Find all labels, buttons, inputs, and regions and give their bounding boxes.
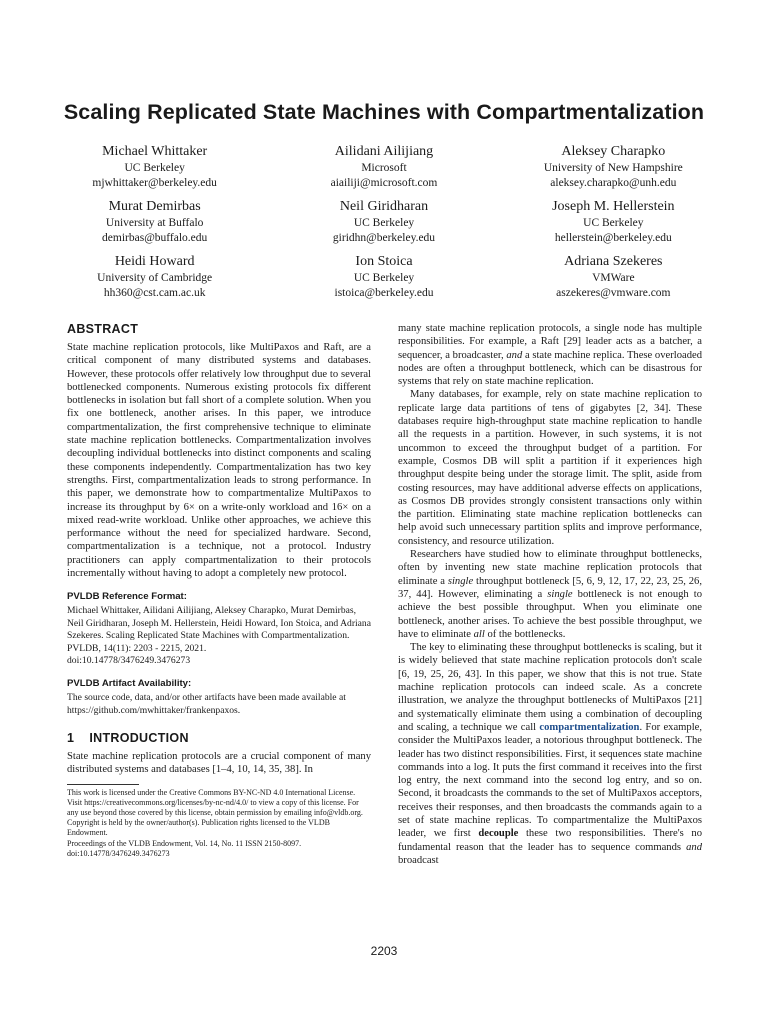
author-email: giridhn@berkeley.edu [332,232,436,244]
left-column [67,322,371,859]
author-affiliation: UC Berkeley [583,217,644,229]
bold-term: decouple [478,828,519,840]
author-name: Aleksey Charapko [561,144,666,159]
author-name: Ion Stoica [355,254,413,269]
author-email: aiailiji@microsoft.com [330,177,438,189]
author-name: Neil Giridharan [339,199,429,214]
author-affiliation: University of Cambridge [97,272,213,284]
highlighted-term: compartmentalization [539,721,640,733]
right-column [398,322,702,867]
artifact-availability [67,678,371,717]
footnote-rule [67,784,139,785]
introduction-heading: 1 INTRODUCTION [67,731,189,746]
emphasis: single [447,575,474,587]
body-paragraph-1 [398,322,702,388]
author-affiliation: UC Berkeley [353,272,415,284]
text-run: a state machine replica. These overloaded nodes are often a throughput bottleneck, which can be disastrous for systems that rely on state machine replication. [398,349,702,388]
text-run: broadcast [398,854,439,866]
author-affiliation: Microsoft [361,162,407,174]
author-block [269,199,498,246]
abstract-heading: ABSTRACT [67,322,139,336]
author-block [499,199,728,246]
author-name: Joseph M. Hellerstein [552,199,675,214]
reference-format [67,591,371,667]
footnote-doi: doi:10.14778/3476249.3476273 [67,848,170,858]
author-block [269,254,498,301]
abstract-text: State machine replication protocols, like MultiPaxos and Raft, are a critical component of many distributed systems and databases. However, these protocols offer relatively low throughput due to several bottlenecked components. Numerous existing protocols fix different bottlenecks in isolation but fall short of a complete solution. When you fix one bottleneck, another arises. In this paper, we introduce compartmentalization, the first comprehensive technique to eliminate state machine replication bottlenecks. Compartmentalization involves decoupling individual bottlenecks into distinct components and scaling these components independently. Compartmentalization has two key strengths. First, compartmentalization leads to strong performance. In this paper, we demonstrate how to compartmentalize MultiPaxos to increase its throughput by 6× on a write-only workload and 16× on a mixed read-write workload. Unlike other approaches, we achieve this performance without the need for specialized hardware. Second, compartmentalization is a technique, not a protocol. Industry practitioners can apply compartmentalization to their protocols incrementally without having to adopt a completely new protocol. [67,342,371,580]
license-footnote: This work is licensed under the Creative Commons BY-NC-ND 4.0 International License. Visit https://creativecommons.org/licenses/by-nc-nd/4.0/ to view a copy of this license. For any use beyond those covered by this license, obtain permission by emailing info@vldb.org. Copyright is held by the owner/author(s). Publication rights licensed to the VLDB Endowment. [67,787,363,837]
reference-doi: doi:10.14778/3476249.3476273 [67,654,191,666]
artifact-text: The source code, data, and/or other artifacts have been made available at https://github.com/mwhittaker/frankenpaxos. [67,692,346,716]
author-email: istoica@berkeley.edu [334,287,434,299]
text-run: throughput bottleneck [5, 6, 9, 12, 17, 22, 23, 25, 26, 37, 44]. However, eliminating a [398,575,702,600]
reference-heading: PVLDB Reference Format: [67,591,187,603]
author-affiliation: UC Berkeley [353,217,415,229]
emphasis: and [686,841,702,853]
text-run: bottleneck is not enough to achieve the best possible throughput. When you eliminate one bottleneck, another arises. To achieve the best possible throughput, we have to eliminate [398,588,702,640]
author-name: Michael Whittaker [102,144,208,159]
emphasis: all [473,628,485,640]
author-grid [40,144,728,301]
author-block [40,254,269,301]
paper-title: Scaling Replicated State Machines with Compartmentalization [63,100,705,124]
body-paragraph-4 [398,641,702,867]
text-run: The key to eliminating these throughput bottlenecks is scaling, but it is widely believed that state machine replication protocols don't scale [6, 19, 25, 26, 43]. In this paper, we show that this is not true. State machine replication protocols can indeed scale. As a concrete illustration, we analyze the throughput bottlenecks of MultiPaxos [21] and systematically eliminate them using a combination of decoupling and scaling, a technique we call [398,642,702,733]
text-run: . For example, consider the MultiPaxos leader, a notorious throughput bottleneck. The leader has two distinct responsibilities. First, it sequences state machine commands into a log. It puts the first command it receives into the first log entry, the next command into the second log entry, and so on. Second, it broadcasts the commands to the set of MultiPaxos acceptors, receives their responses, and then broadcasts the commands again to a set of state machine replicas. To compartmentalize the MultiPaxos leader, we first [398,721,702,840]
author-block [499,254,728,301]
author-affiliation: VMWare [592,272,635,284]
author-email: mjwhittaker@berkeley.edu [92,177,217,189]
author-affiliation: University of New Hampshire [543,162,683,174]
emphasis: and [506,349,523,361]
page-number: 2203 [370,944,398,958]
author-name: Adriana Szekeres [564,254,663,269]
author-affiliation: UC Berkeley [124,162,185,174]
reference-text: Michael Whittaker, Ailidani Ailijiang, Aleksey Charapko, Murat Demirbas, Neil Giridharan, Joseph M. Hellerstein, Heidi Howard, Ion Stoica, and Adriana Szekeres. Scaling Replicated State Machines with Compartmentalization. PVLDB, 14(11): 2203 - 2215, 2021. [67,605,371,654]
author-block [499,144,728,191]
author-block [40,144,269,191]
text-run: these two responsibilities. There's no fundamental reason that the leader has to sequence commands [398,828,702,853]
artifact-heading: PVLDB Artifact Availability: [67,678,192,690]
author-name: Murat Demirbas [108,199,201,214]
introduction-text: State machine replication protocols are a crucial component of many distributed systems and databases [1–4, 10, 14, 35, 38]. In [67,751,371,776]
author-email: aleksey.charapko@unh.edu [550,177,677,189]
author-email: hh360@cst.cam.ac.uk [103,287,206,299]
author-name: Ailidani Ailijiang [334,144,434,159]
body-paragraph-3 [398,548,702,641]
body-paragraph-2: Many databases, for example, rely on state machine replication to replicate large data partitions of tens of gigabytes [2, 34]. These databases require high-throughput state machine replication to handle all the requests in a partition. However, in such systems, it is not uncommon to exceed the throughput budget of a partition. For example, Cosmos DB will split a partition if it experiences high throughput despite being under the storage limit. The split, aside from costing resources, may have additional adverse effects on applications, as Cosmos DB provides strongly consistent transactions only within the partition. Eliminating state machine replication bottlenecks can help avoid such unnecessary partition splits and improve performance, consistency, and resource utilization. [398,389,702,547]
emphasis: single [547,588,573,600]
author-block [40,199,269,246]
author-email: demirbas@buffalo.edu [102,232,208,244]
author-email: aszekeres@vmware.com [556,287,671,299]
author-name: Heidi Howard [114,254,195,269]
author-affiliation: University at Buffalo [105,217,204,229]
text-run: Researchers have studied how to eliminate throughput bottlenecks, often by inventing new state machine replication protocols that eliminate a [398,549,702,587]
text-run: many state machine replication protocols, a single node has multiple responsibilities. For example, a Raft [29] leader acts as a batcher, a sequencer, a broadcaster, [398,323,702,361]
text-run: of the bottlenecks. [484,628,566,640]
author-email: hellerstein@berkeley.edu [554,232,672,244]
author-block [269,144,498,191]
proceedings-footnote: Proceedings of the VLDB Endowment, Vol. 14, No. 11 ISSN 2150-8097. [67,838,302,848]
